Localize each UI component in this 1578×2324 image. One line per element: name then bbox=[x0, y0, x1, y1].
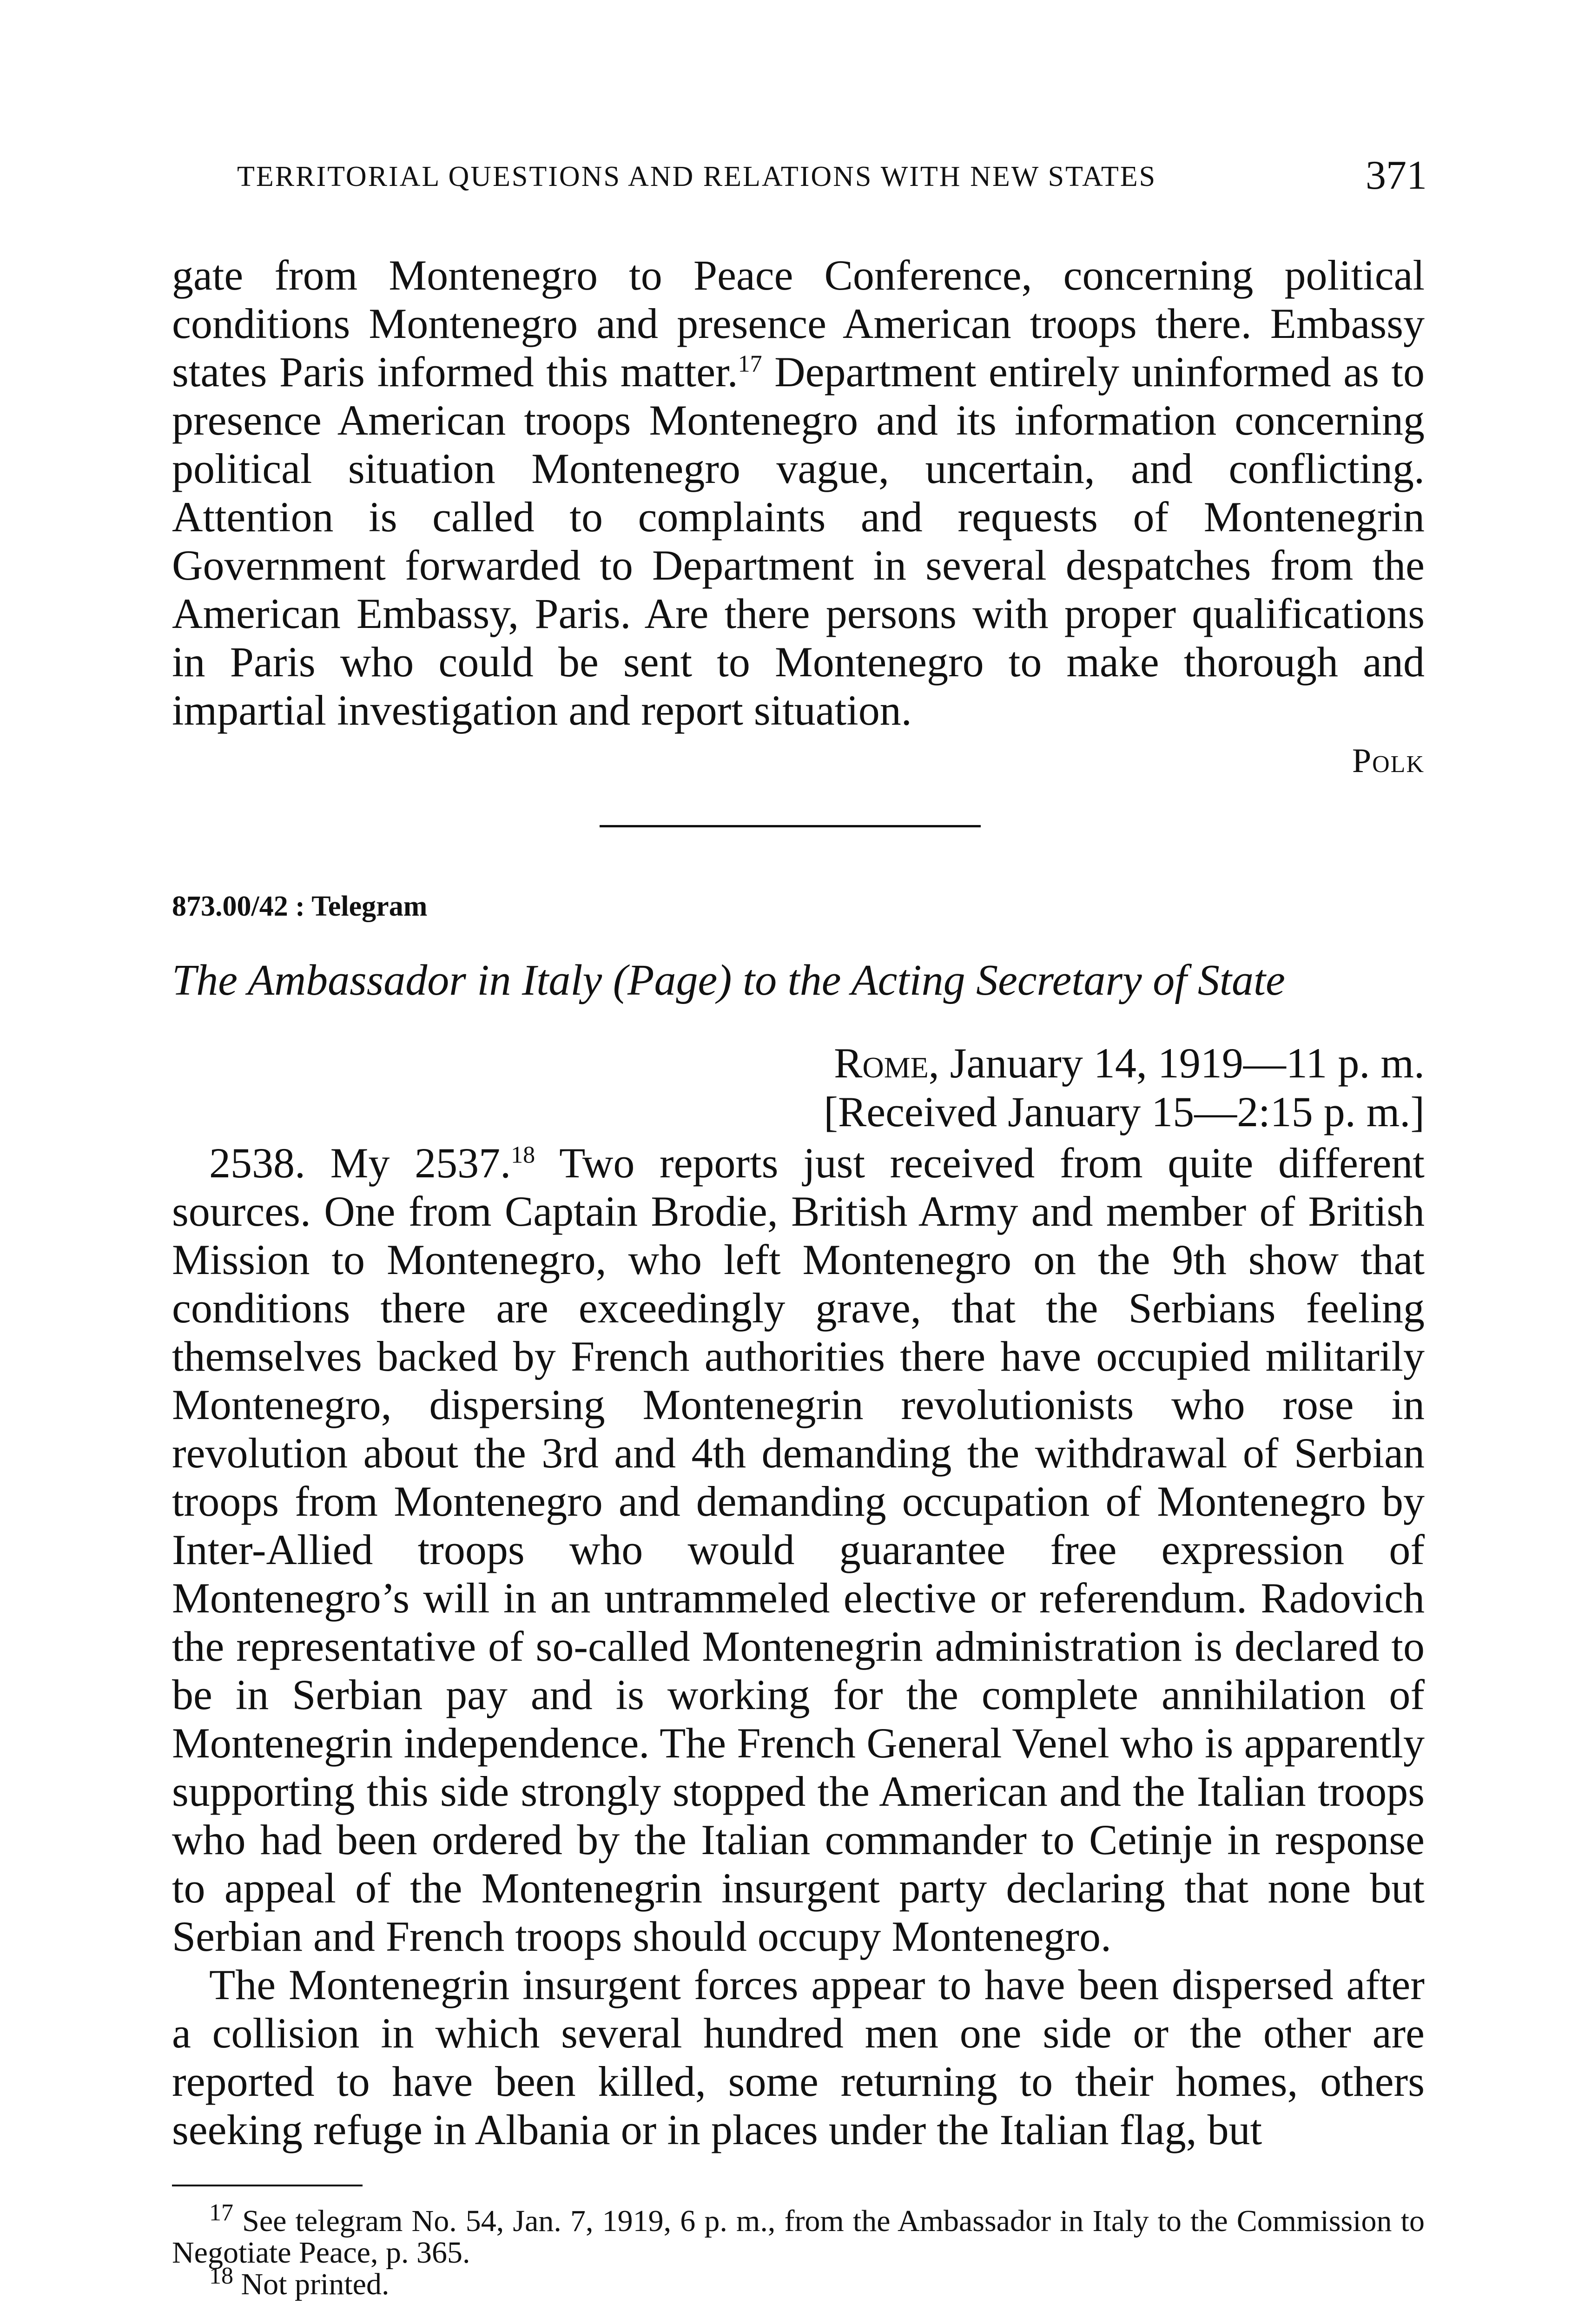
continued-paragraph bbox=[172, 251, 1425, 734]
footnote-17 bbox=[172, 2199, 1425, 2270]
footnote-divider bbox=[172, 2185, 363, 2186]
section-divider bbox=[600, 825, 981, 827]
telegram-paragraph-2: The Montenegrin insurgent forces appear to have been dispersed after a collision in which several hundred men one side or the other are reported to have been killed, some returning to their homes, others seeking refuge in Albania or in places under the Italian flag, but bbox=[172, 1961, 1425, 2153]
dateline bbox=[834, 1039, 1425, 1087]
footnote-18-marker: 18 bbox=[209, 2263, 233, 2289]
footnotes bbox=[172, 2199, 1425, 2301]
telegram-body bbox=[172, 1139, 1425, 2154]
dateline-date: January 14, 1919—11 p. m. bbox=[939, 1039, 1425, 1087]
footnote-17-text: See telegram No. 54, Jan. 7, 1919, 6 p. m., from the Ambassador in Italy to the Commission to Negotiate Peace, p. 365. bbox=[172, 2204, 1425, 2270]
footnote-ref-17: 17 bbox=[738, 350, 762, 377]
file-reference: 873.00/42 : Telegram bbox=[172, 891, 428, 922]
telegram-paragraph-1-text: Two reports just received from quite different sources. One from Captain Brodie, British Army and member of British Mission to Montenegro, who left Montenegro on the 9th show that conditions there are exceedingly grave, that the Serbians feeling themselves backed by French authorities there have occupied militarily Montenegro, dispersing Montenegrin revolutionists who rose in revolution about the 3rd and 4th demanding the withdrawal of Serbian troops from Montenegro and demanding occupation of Montenegro by Inter-Allied troops who would guarantee free expression of Montenegro’s will in an untrammeled elective or referendum. Radovich the representative of so-called Montenegrin administration is declared to be in Serbian pay and is working for the complete annihilation of Montenegrin independence. The French General Venel who is apparently supporting this side strongly stopped the American and the Italian troops who had been ordered by the Italian commander to Cetinje in response to appeal of the Montenegrin insurgent party declaring that none but Serbian and French troops should occupy Montenegro. bbox=[172, 1139, 1425, 1960]
signature-polk: Polk bbox=[1352, 742, 1425, 780]
received-line: [Received January 15—2:15 p. m.] bbox=[824, 1088, 1425, 1136]
telegram-number: 2538. My 2537. bbox=[209, 1139, 511, 1187]
footnote-18 bbox=[172, 2263, 1425, 2301]
footnote-ref-18: 18 bbox=[511, 1142, 535, 1169]
continued-text-part2: Department entirely uninformed as to presence American troops Montenegro and its information concerning political situation Montenegro vague, uncertain, and conflicting. Attention is called to complaints and requests of Montenegrin Government forwarded to Department in several despatches from the American Embassy, Paris. Are there persons with proper qualifications in Paris who could be sent to Montenegro to make thorough and impartial investigation and report situation. bbox=[172, 348, 1425, 734]
footnote-17-marker: 17 bbox=[209, 2199, 233, 2226]
running-head bbox=[237, 153, 1427, 198]
telegram-paragraph-1 bbox=[172, 1139, 1425, 1961]
continued-text-part1: gate from Montenegro to Peace Conference, concerning political conditions Montenegro and presence American troops there. Embassy states Paris informed this matter. bbox=[172, 251, 1425, 396]
page-number: 371 bbox=[1366, 153, 1427, 198]
dateline-place: Rome, bbox=[834, 1039, 939, 1087]
running-head-title: TERRITORIAL QUESTIONS AND RELATIONS WITH NEW STATES bbox=[237, 161, 1157, 192]
footnote-18-text: Not printed. bbox=[233, 2267, 390, 2301]
document-heading: The Ambassador in Italy (Page) to the Acting Secretary of State bbox=[172, 956, 1285, 1004]
